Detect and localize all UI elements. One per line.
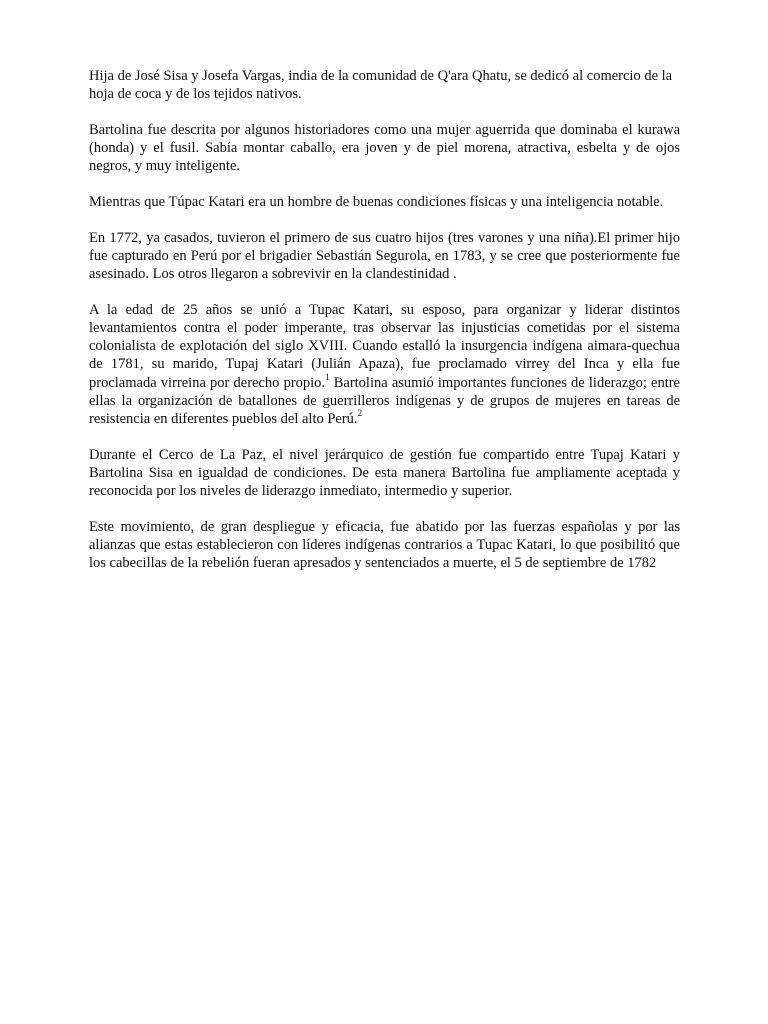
paragraph-text: Hija de José Sisa y Josefa Vargas, india de la comunidad de Q'ara Qhatu, se dedicó al comercio de la hoja de coca y de los tejidos nativos. — [89, 68, 673, 103]
paragraph — [89, 229, 680, 284]
paragraph-text: Bartolina fue descrita por algunos historiadores como una mujer aguerrida que dominaba el kurawa (honda) y el fusil. Sabía montar caballo, era joven y de piel morena, atractiva, esbelta y de ojos negros, y muy inteligente. — [89, 121, 680, 175]
paragraph — [89, 193, 680, 211]
paragraph-text: A la edad de 25 años se unió a Tupac Katari, su esposo, para organizar y liderar distintos levantamientos contra el poder imperante, tras observar las injusticias cometidas por el sistema colonialista de explotación del siglo XVIII. Cuando estalló la insurgencia indígena aimara-quechua de 1781, su marido, Tupaj Katari (Julián Apaza), fue proclamado virrey del Inca y ella fue proclamada virreina por derecho propio. — [89, 301, 680, 391]
paragraph — [89, 518, 680, 573]
paragraph-text: Bartolina asumió importantes funciones de liderazgo; entre ellas la organización de batallones de guerrilleros indígenas y de grupos de mujeres en tareas de resistencia en diferentes pueblos del alto Perú. — [89, 374, 680, 428]
paragraph — [89, 446, 680, 501]
paragraph-text: Mientras que Túpac Katari era un hombre de buenas condiciones físicas y una inteligencia notable. — [89, 194, 664, 211]
footnote-ref[interactable]: 1 — [325, 371, 330, 382]
paragraph-text: En 1772, ya casados, tuvieron el primero de sus cuatro hijos (tres varones y una niña).El primer hijo fue capturado en Perú por el brigadier Sebastián Segurola, en 1783, y se cree que posteriormente fue asesinado. Los otros llegaron a sobrevivir en la clandestinidad . — [89, 229, 680, 283]
document-body — [89, 67, 680, 590]
paragraph-text: Este movimiento, de gran despliegue y eficacia, fue abatido por las fuerzas españolas y por las alianzas que estas establecieron con líderes indígenas contrarios a Tupac Katari, lo que posibilitó que los cabecillas de la rebelión fueran apresados y sentenciados a muerte, el 5 de septiembre de 1782 — [89, 518, 680, 572]
footnote-ref[interactable]: 2 — [357, 408, 363, 419]
paragraph — [89, 121, 680, 176]
paragraph — [89, 67, 680, 103]
paragraph — [89, 301, 680, 428]
paragraph-text: Durante el Cerco de La Paz, el nivel jerárquico de gestión fue compartido entre Tupaj Katari y Bartolina Sisa en igualdad de condiciones. De esta manera Bartolina fue ampliamente aceptada y reconocida por los niveles de liderazgo inmediato, intermedio y superior. — [89, 446, 680, 500]
